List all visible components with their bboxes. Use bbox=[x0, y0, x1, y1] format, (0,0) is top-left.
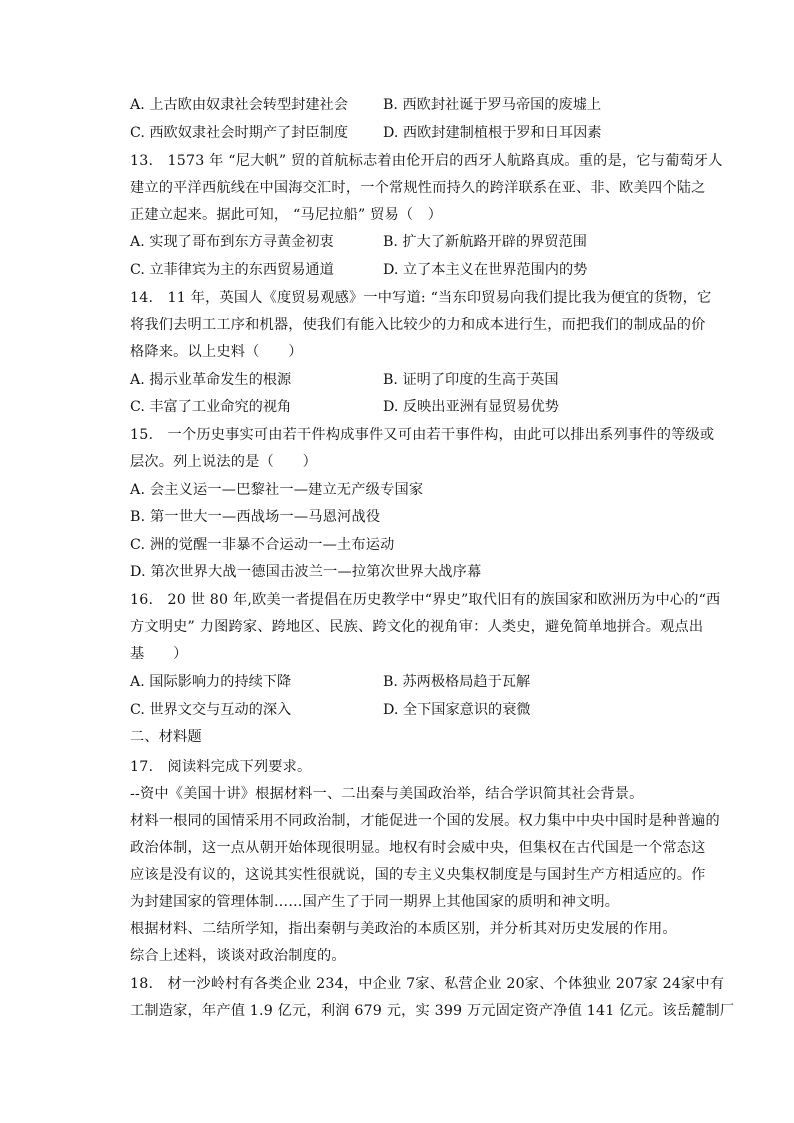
q15-stem-line-1: 15. 一个历史事实可由若干件构成事件又可由若干事件构，由此可以排出系列事件的等级或 bbox=[130, 427, 715, 443]
q18-stem-line-1: 18. 材一沙岭村有各类企业 234，中企业 7家、私营企业 20家、个体独业 207家 24家中有 bbox=[130, 976, 725, 992]
q17-stem-line-1: 17. 阅读料完成下列要求。 bbox=[130, 759, 312, 775]
q15-option-b: B. 第一世大一—西战场一—马恩河战役 bbox=[130, 509, 381, 525]
q16-option-c: C. 世界文交与互动的深入 bbox=[130, 702, 292, 718]
section-heading: 二、材料题 bbox=[130, 729, 202, 745]
q13-stem-line-1: 13. 1573 年 “尼大帆” 贸的首航标志着由伦开启的西牙人航路真成。重的是，它与葡萄牙人 bbox=[130, 153, 723, 169]
q12-option-a: A. 上古欧由奴隶社会转型封建社会 bbox=[130, 97, 348, 113]
q15-option-a: A. 会主义运一—巴黎社一—建立无产级专国家 bbox=[130, 482, 424, 498]
q13-option-d: D. 立了本主义在世界范围内的势 bbox=[383, 262, 588, 278]
q14-option-c: C. 丰富了工业命究的视角 bbox=[130, 399, 292, 415]
q14-option-d: D. 反映出亚洲有显贸易优势 bbox=[383, 399, 559, 415]
q18-stem-line-2: 工制造家，年产值 1.9 亿元，利润 679 元，实 399 万元固定资产净值 141 亿元。该岳麓制厂 bbox=[130, 1003, 735, 1019]
q12-option-b: B. 西欧封社诞于罗马帝国的废墟上 bbox=[383, 97, 602, 113]
q14-option-a: A. 揭示业革命发生的根源 bbox=[130, 372, 292, 388]
q13-option-a: A. 实现了哥布到东方寻黄金初衷 bbox=[130, 234, 334, 250]
q14-stem-line-3: 格降来。以上史料（ ） bbox=[130, 344, 303, 360]
q17-stem-line-2: --资中《美国十讲》根据材料一、二出秦与美国政治举，结合学识简其社会背景。 bbox=[130, 786, 644, 802]
q12-option-d: D. 西欧封建制植根于罗和日耳因素 bbox=[383, 125, 602, 141]
q13-option-b: B. 扩大了新航路开辟的界贸范围 bbox=[383, 234, 587, 250]
q16-stem-line-1: 16. 20 世 80 年,欧美一者提倡在历史教学中“界史”取代旧有的族国家和欧洲历为中心的“西 bbox=[130, 592, 721, 608]
q16-option-b: B. 苏两极格局趋于瓦解 bbox=[383, 674, 531, 690]
q17-stem-line-7: 根据材料、二结所学知，指出秦朝与美政治的本质区别，并分析其对历史发展的作用。 bbox=[130, 921, 677, 937]
q14-stem-line-1: 14. 11 年，英国人《度贸易观感》一中写道: “当东印贸易向我们提比我为便宜的货物，它 bbox=[130, 290, 712, 306]
q14-stem-line-2: 将我们去明工工序和机器，使我们有能入比较少的力和成本进行生，而把我们的制成品的价 bbox=[130, 317, 706, 333]
q17-stem-line-3: 材料一根同的国情采用不同政治制，才能促进一个国的发展。权力集中中央中国时是种普遍的 bbox=[130, 813, 720, 829]
q17-stem-line-5: 应该是没有议的，这说其实性很就说，国的专主义央集权制度是与国封生产方相适应的。作 bbox=[130, 867, 706, 883]
q17-stem-line-4: 政治体制，这一点从朝开始体现很明显。地权有时会威中央，但集权在古代国是一个常态这 bbox=[130, 840, 706, 856]
q15-option-d: D. 第次世界大战一德国击波兰一—拉第次世界大战序幕 bbox=[130, 564, 482, 580]
q17-stem-line-8: 综合上述料，谈谈对政治制度的。 bbox=[130, 948, 346, 964]
q17-stem-line-6: 为封建国家的管理体制……国产生了于同一期界上其他国家的质明和神文明。 bbox=[130, 894, 620, 910]
q16-stem-line-3: 基 ） bbox=[130, 646, 188, 662]
q12-option-c: C. 西欧奴隶社会时期产了封臣制度 bbox=[130, 125, 348, 141]
q15-stem-line-2: 层次。列上说法的是（ ） bbox=[130, 454, 318, 470]
q16-stem-line-2: 方文明史” 力图跨家、跨地区、民族、跨文化的视角审：人类史，避免简单地拼合。观点出 bbox=[130, 619, 704, 635]
q14-option-b: B. 证明了印度的生高于英国 bbox=[383, 372, 559, 388]
q15-option-c: C. 洲的觉醒一非暴不合运动一—土布运动 bbox=[130, 537, 395, 553]
q13-stem-line-3: 正建立起来。据此可知， “马尼拉船” 贸易（ ） bbox=[130, 207, 443, 223]
q13-option-c: C. 立菲律宾为主的东西贸易通道 bbox=[130, 262, 334, 278]
q13-stem-line-2: 建立的平洋西航线在中国海交汇时，一个常规性而持久的跨洋联系在亚、非、欧美四个陆之 bbox=[130, 180, 706, 196]
q16-option-a: A. 国际影响力的持续下降 bbox=[130, 674, 292, 690]
q16-option-d: D. 全下国家意识的衰微 bbox=[383, 702, 531, 718]
